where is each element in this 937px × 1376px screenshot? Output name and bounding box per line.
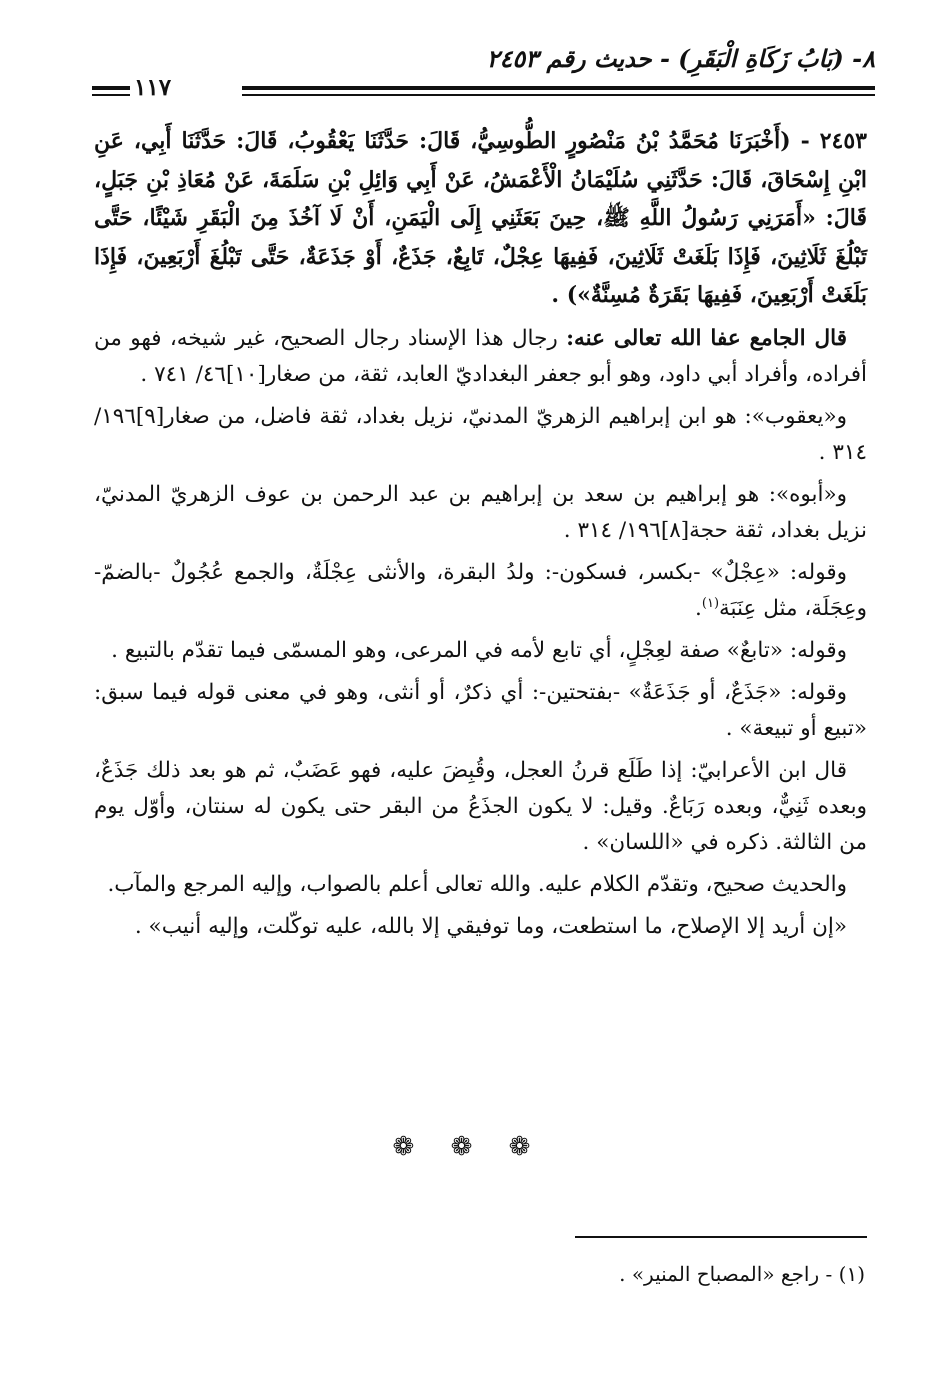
commentary-paragraph <box>94 633 867 669</box>
footnote: (١) - راجع «المصباح المنير» . <box>619 1262 865 1286</box>
commentary-paragraph <box>94 399 867 471</box>
page-header <box>92 44 875 104</box>
commentary-body: وقوله: «عِجْلٌ» -بكسر، فسكون-: ولدُ البقرة، والأنثى عِجْلَةٌ، والجمع عُجُولٌ -بالضمّ-وعِجَلَة، مثل عِنَبَة <box>94 559 867 621</box>
commentary-body: رجال هذا الإسناد رجال الصحيح، غير شيخه، فهو من أفراده، وأفراد أبي داود، وهو أبو جعفر البغداديّ العابد، ثقة، من صغار[١٠]٤٦/ ٧٤١ . <box>94 325 867 387</box>
hadith-body: ٢٤٥٣ - (أَخْبَرَنَا مُحَمَّدُ بْنُ مَنْصُورٍ الطُّوسِيُّ، قَالَ: حَدَّثَنَا يَعْقُوبُ، قَالَ: حَدَّثَنَا أَبِي، عَنِ ابْنِ إِسْحَاقَ، قَالَ: حَدَّثَنِي سُلَيْمَانُ الْأَعْمَشُ، عَنْ أَبِي وَائِلِ بْنِ سَلَمَةَ، عَنْ مُعَاذِ بْنِ جَبَلٍ، قَالَ: «أَمَرَنِي رَسُولُ اللَّهِ ﷺ، حِينَ بَعَثَنِي إِلَى الْيَمَنِ، أَنْ لَا آخُذَ مِنَ الْبَقَرِ شَيْئًا، حَتَّى تَبْلُغَ ثَلَاثِينَ، فَإِذَا بَلَغَتْ ثَلَاثِينَ، فَفِيهَا عِجْلٌ، تَابِعٌ، جَذَعٌ، أَوْ جَذَعَةٌ، حَتَّى تَبْلُغَ أَرْبَعِينَ، فَإِذَا بَلَغَتْ أَرْبَعِينَ، فَفِيهَا بَقَرَةٌ مُسِنَّةٌ») . <box>94 128 867 308</box>
commentary-body: والحديث صحيح، وتقدّم الكلام عليه. والله تعالى أعلم بالصواب، وإليه المرجع والمآب. <box>107 871 847 897</box>
hadith-text <box>94 122 867 315</box>
main-text <box>94 122 867 951</box>
commentary-paragraph <box>94 675 867 747</box>
closing-verse <box>94 909 867 945</box>
commentary-tail: . <box>695 595 702 621</box>
running-title: ٨- (بَابُ زَكَاةِ الْبَقَرِ) - حديث رقم ٢٤٥٣ <box>486 44 875 73</box>
commentary-body: وقوله: «تابعٌ» صفة لعِجْلٍ، أي تابع لأمه في المرعى، وهو المسمّى فيما تقدّم بالتبيع . <box>111 637 847 663</box>
commentary-paragraph <box>94 555 867 627</box>
commentary-paragraph <box>94 867 867 903</box>
commentary-lead: قال الجامع عفا الله تعالى عنه: <box>566 325 847 351</box>
commentary-body: و«أبوه»: هو إبراهيم بن سعد بن إبراهيم بن عبد الرحمن بن عوف الزهريّ المدنيّ، نزيل بغداد، ثقة حجة[٨]١٩٦/ ٣١٤ . <box>94 481 867 543</box>
header-rule <box>242 86 875 96</box>
header-rule-short <box>92 86 130 96</box>
footnote-rule <box>575 1236 867 1238</box>
commentary-paragraph <box>94 753 867 861</box>
commentary-body: قال ابن الأعرابيّ: إذا طَلَع قرنُ العجل، وقُبِضَ عليه، فهو عَضَبٌ، ثم هو بعد ذلك جَذَعٌ، وبعده ثَنِيٌّ، وبعده رَبَاعٌ. وقيل: لا يكون الجذَعُ من البقر حتى يكون له سنتان، وأوّل يوم من الثالثة. ذكره في «اللسان» . <box>94 757 867 855</box>
page-number: ١١٧ <box>134 74 172 101</box>
section-separator: ❁ ❁ ❁ <box>392 1132 545 1162</box>
commentary-body: وقوله: «جَذَعٌ، أو جَذَعَةٌ» -بفتحتين-: أي ذكرٌ، أو أنثى، وهو في معنى قوله فيما سبق: «تبيع أو تبيعة» . <box>94 679 867 741</box>
commentary-body: «إن أريد إلا الإصلاح، ما استطعت، وما توفيقي إلا بالله، عليه توكّلت، وإليه أنيب» . <box>134 913 847 939</box>
commentary-paragraph <box>94 477 867 549</box>
commentary-body: و«يعقوب»: هو ابن إبراهيم الزهريّ المدنيّ، نزيل بغداد، ثقة فاضل، من صغار[٩]١٩٦/ ٣١٤ . <box>94 403 867 465</box>
commentary-paragraph <box>94 321 867 393</box>
footnote-marker: (١) <box>701 595 720 611</box>
